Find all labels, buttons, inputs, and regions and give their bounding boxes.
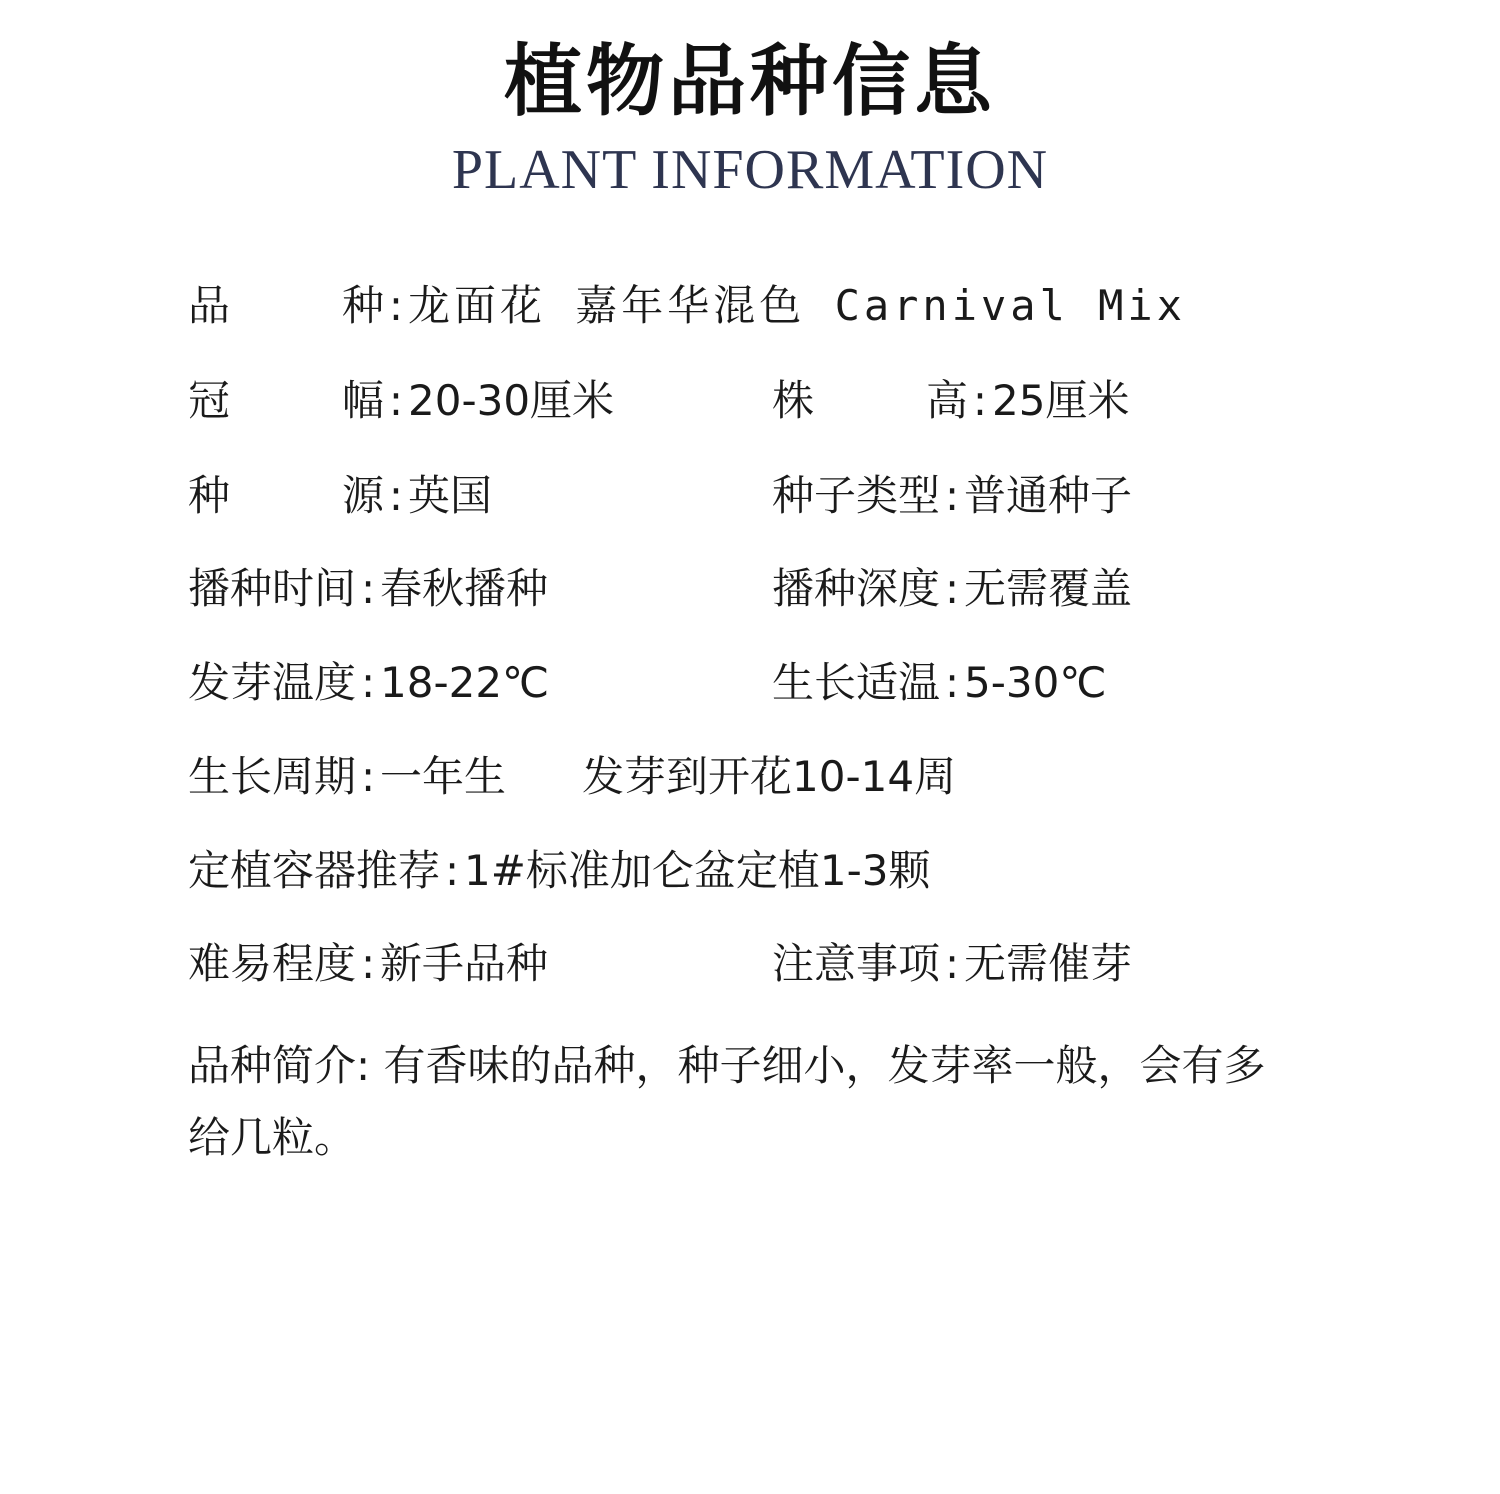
sowing-time-row: 播种时间 : 春秋播种 (188, 564, 549, 613)
notes-row: 注意事项 : 无需催芽 (772, 939, 1133, 988)
seed-type-value: 普通种子 (964, 471, 1133, 520)
origin-row: 种 源 : 英国 (188, 471, 493, 520)
germ-temp-value: 18-22℃ (380, 658, 550, 707)
notes-value: 无需催芽 (964, 939, 1133, 988)
height-label: 株 高 (772, 376, 968, 425)
sowing-time-label: 播种时间 (188, 564, 357, 613)
height-value: 25厘米 (992, 376, 1130, 425)
sowing-depth-label: 播种深度 (772, 564, 941, 613)
variety-label: 品 种 (188, 281, 384, 330)
sowing-time-value: 春秋播种 (380, 564, 549, 613)
notes-label: 注意事项 (772, 939, 941, 988)
sowing-depth-value: 无需覆盖 (964, 564, 1133, 613)
crown-row: 冠 幅 : 20-30厘米 (188, 376, 615, 425)
seed-type-label: 种子类型 (772, 471, 941, 520)
grow-temp-value: 5-30℃ (964, 658, 1107, 707)
grow-temp-row: 生长适温 : 5-30℃ (772, 658, 1107, 707)
variety-row: 品 种 : 龙面花 嘉年华混色 Carnival Mix (188, 281, 1187, 330)
germ-temp-label: 发芽温度 (188, 658, 357, 707)
sowing-depth-row: 播种深度 : 无需覆盖 (772, 564, 1133, 613)
page-subtitle: PLANT INFORMATION (451, 139, 1049, 201)
difficulty-row: 难易程度 : 新手品种 (188, 939, 549, 988)
cycle-extra: 发芽到开花10-14周 (582, 752, 957, 801)
origin-value: 英国 (408, 471, 493, 520)
container-value: 1#标准加仑盆定植1-3颗 (464, 846, 931, 895)
height-row: 株 高 : 25厘米 (772, 376, 1130, 425)
difficulty-value: 新手品种 (380, 939, 549, 988)
cycle-value: 一年生 (380, 752, 507, 801)
difficulty-label: 难易程度 (188, 939, 357, 988)
variety-value: 龙面花 嘉年华混色 Carnival Mix (408, 281, 1187, 330)
germ-temp-row: 发芽温度 : 18-22℃ (188, 658, 550, 707)
origin-label: 种 源 (188, 471, 384, 520)
crown-value: 20-30厘米 (408, 376, 615, 425)
page-title: 植物品种信息 (503, 37, 996, 127)
container-row: 定植容器推荐 : 1#标准加仑盆定植1-3颗 (188, 846, 931, 895)
intro-paragraph: 品种简介: 有香味的品种，种子细小，发芽率一般，会有多给几粒。 (188, 1041, 1266, 1163)
grow-temp-label: 生长适温 (772, 658, 941, 707)
intro-value: 有香味的品种，种子细小，发芽率一般，会有多给几粒。 (188, 1041, 1266, 1163)
crown-label: 冠 幅 (188, 376, 384, 425)
intro-label: 品种简介 (188, 1041, 357, 1090)
container-label: 定植容器推荐 (188, 846, 441, 895)
cycle-label: 生长周期 (188, 752, 357, 801)
seed-type-row: 种子类型 : 普通种子 (772, 471, 1133, 520)
cycle-row: 生长周期 : 一年生 发芽到开花10-14周 (188, 752, 957, 801)
